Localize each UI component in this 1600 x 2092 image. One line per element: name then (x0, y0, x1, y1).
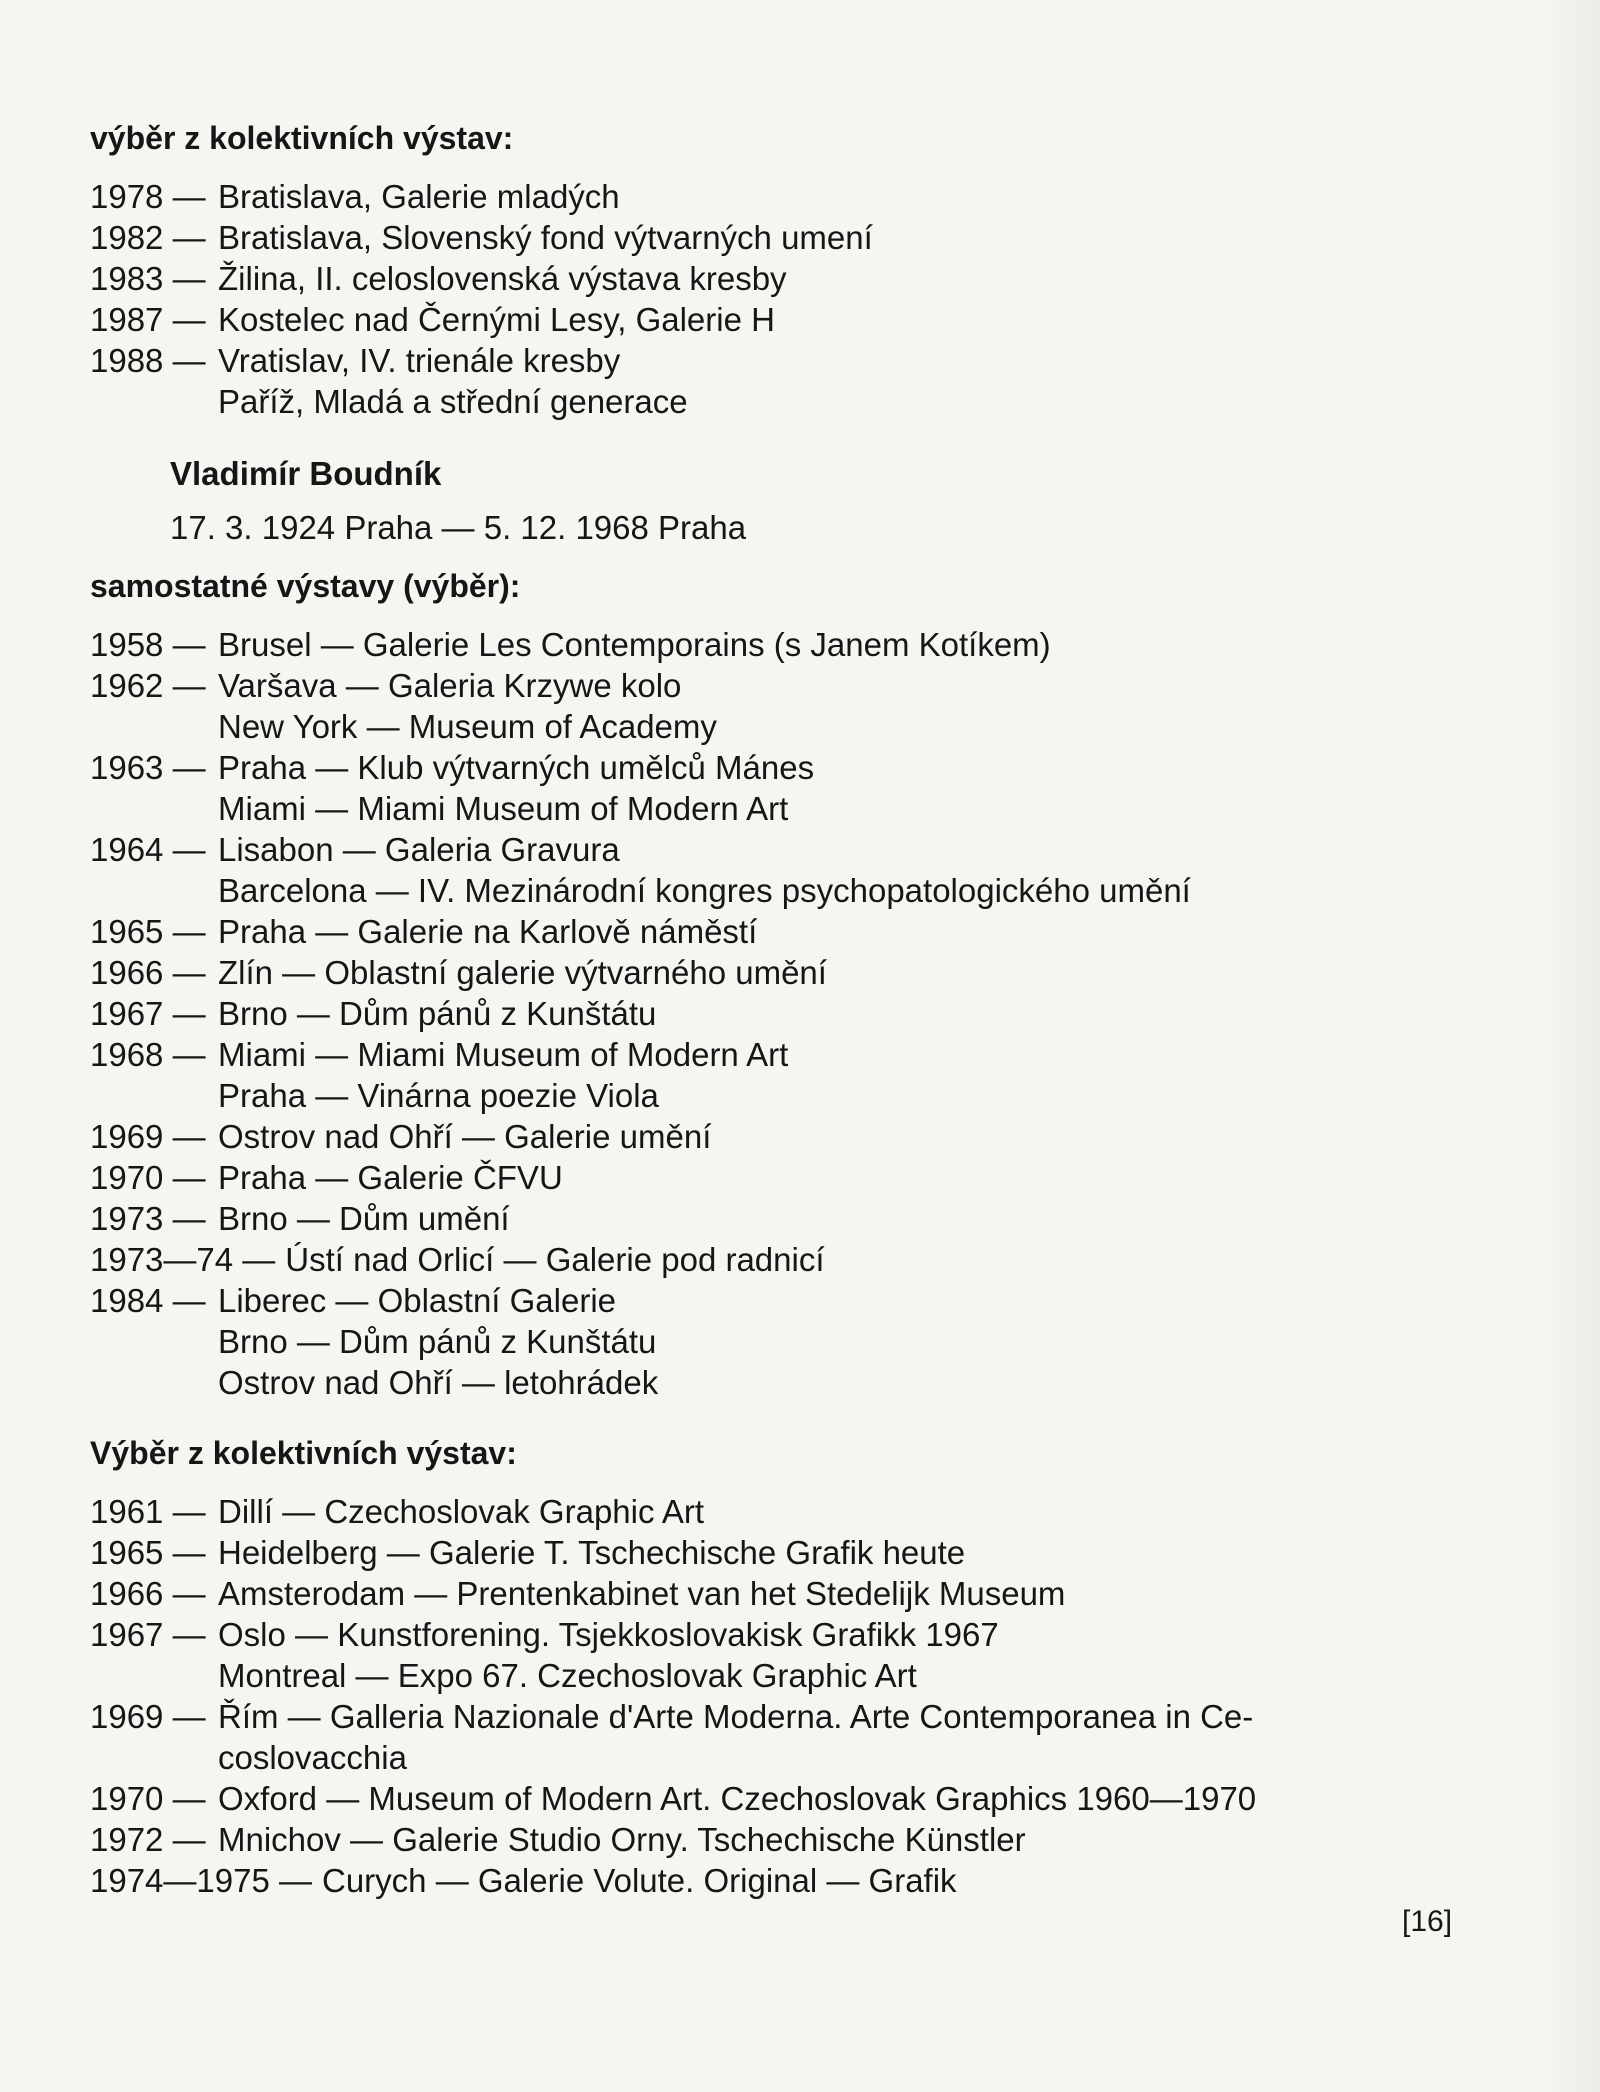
list-item (90, 1491, 1420, 1532)
section-heading: výběr z kolektivních výstav: (90, 120, 514, 156)
year: 1966 — (90, 1575, 206, 1612)
exhibition-text: Brno — Dům umění (218, 1200, 510, 1237)
exhibition-text: Oslo — Kunstforening. Tsjekkoslovakisk Grafikk 1967 (218, 1616, 999, 1653)
year: 1958 — (90, 626, 206, 663)
exhibition-text: Ostrov nad Ohří — Galerie umění (218, 1118, 712, 1155)
list-item (90, 665, 1420, 706)
list-item (90, 176, 1420, 217)
list-item (90, 1280, 1420, 1321)
list-item (90, 952, 1420, 993)
exhibition-text: Lisabon — Galeria Gravura (218, 831, 620, 868)
exhibition-text: Praha — Galerie ČFVU (218, 1159, 563, 1196)
year: 1967 — (90, 995, 206, 1032)
document-body (90, 118, 1420, 1901)
exhibition-text: Liberec — Oblastní Galerie (218, 1282, 617, 1319)
year: 1969 — (90, 1698, 206, 1735)
group-exhibitions-section-2 (90, 1433, 1420, 1901)
exhibition-text: Oxford — Museum of Modern Art. Czechoslovak Graphics 1960—1970 (218, 1780, 1257, 1817)
list-item (90, 1778, 1420, 1819)
year: 1969 — (90, 1118, 206, 1155)
exhibition-text: Curych — Galerie Volute. Original — Grafik (322, 1862, 957, 1899)
exhibition-text: Vratislav, IV. trienále kresby (218, 342, 621, 379)
exhibition-text: Praha — Klub výtvarných umělců Mánes (218, 749, 815, 786)
exhibition-text: Zlín — Oblastní galerie výtvarného umění (218, 954, 827, 991)
list-item (90, 1614, 1420, 1655)
list-item (90, 1696, 1420, 1737)
list-item (90, 1573, 1420, 1614)
year: 1987 — (90, 301, 206, 338)
solo-exhibitions-section (90, 566, 1420, 1403)
list-item (90, 829, 1420, 870)
year: 1965 — (90, 1534, 206, 1571)
exhibition-text: Brusel — Galerie Les Contemporains (s Janem Kotíkem) (218, 626, 1051, 663)
exhibition-text: Bratislava, Slovenský fond výtvarných umení (218, 219, 873, 256)
year: 1964 — (90, 831, 206, 868)
exhibition-text: Kostelec nad Černými Lesy, Galerie H (218, 301, 775, 338)
list-item (90, 1198, 1420, 1239)
list-item (90, 258, 1420, 299)
list-item (90, 911, 1420, 952)
exhibition-list (90, 176, 1420, 422)
exhibition-text: Varšava — Galeria Krzywe kolo (218, 667, 682, 704)
year: 1970 — (90, 1159, 206, 1196)
exhibition-text: Amsterodam — Prentenkabinet van het Stedelijk Museum (218, 1575, 1066, 1612)
exhibition-continuation: coslovacchia (218, 1739, 407, 1776)
list-item (90, 340, 1420, 381)
exhibition-text: Miami — Miami Museum of Modern Art (218, 1036, 789, 1073)
exhibition-continuation: Miami — Miami Museum of Modern Art (218, 790, 789, 827)
list-item (90, 993, 1420, 1034)
exhibition-text: Žilina, II. celoslovenská výstava kresby (218, 260, 787, 297)
year: 1968 — (90, 1036, 206, 1073)
year: 1978 — (90, 178, 206, 215)
exhibition-text: Mnichov — Galerie Studio Orny. Tschechische Künstler (218, 1821, 1026, 1858)
list-item (90, 299, 1420, 340)
exhibition-continuation: New York — Museum of Academy (218, 708, 717, 745)
list-item (90, 624, 1420, 665)
exhibition-continuation: Montreal — Expo 67. Czechoslovak Graphic Art (218, 1657, 917, 1694)
exhibition-text: Praha — Galerie na Karlově náměstí (218, 913, 758, 950)
year: 1965 — (90, 913, 206, 950)
exhibition-text: Heidelberg — Galerie T. Tschechische Grafik heute (218, 1534, 966, 1571)
list-item (90, 1819, 1420, 1860)
year: 1973 — (90, 1200, 206, 1237)
year: 1962 — (90, 667, 206, 704)
year: 1973—74 — (90, 1241, 276, 1278)
year: 1982 — (90, 219, 206, 256)
exhibition-continuation: Ostrov nad Ohří — letohrádek (218, 1364, 659, 1401)
page-number: [16] (1402, 1905, 1453, 1938)
exhibition-text: Bratislava, Galerie mladých (218, 178, 620, 215)
year: 1984 — (90, 1282, 206, 1319)
list-item (90, 1116, 1420, 1157)
year: 1988 — (90, 342, 206, 379)
exhibition-continuation: Praha — Vinárna poezie Viola (218, 1077, 659, 1114)
year: 1966 — (90, 954, 206, 991)
group-exhibitions-section (90, 118, 1420, 422)
exhibition-continuation: Brno — Dům pánů z Kunštátu (218, 1323, 657, 1360)
list-item (90, 1532, 1420, 1573)
list-item (90, 747, 1420, 788)
year: 1967 — (90, 1616, 206, 1653)
page-edge-shadow (1540, 0, 1600, 2092)
list-item (90, 1239, 1420, 1280)
section-heading: samostatné výstavy (výběr): (90, 568, 521, 604)
year: 1970 — (90, 1780, 206, 1817)
exhibition-text: Ústí nad Orlicí — Galerie pod radnicí (285, 1241, 825, 1278)
exhibition-text: Dillí — Czechoslovak Graphic Art (218, 1493, 704, 1530)
exhibition-list (90, 1491, 1420, 1901)
exhibition-list (90, 624, 1420, 1403)
year: 1974—1975 — (90, 1862, 312, 1899)
year: 1972 — (90, 1821, 206, 1858)
artist-name: Vladimír Boudník (170, 455, 442, 492)
list-item (90, 1157, 1420, 1198)
artist-life-dates: 17. 3. 1924 Praha — 5. 12. 1968 Praha (170, 509, 747, 546)
exhibition-text: Brno — Dům pánů z Kunštátu (218, 995, 657, 1032)
year: 1961 — (90, 1493, 206, 1530)
exhibition-continuation: Barcelona — IV. Mezinárodní kongres psychopatologického umění (218, 872, 1191, 909)
list-item (90, 1034, 1420, 1075)
list-item (90, 1860, 1420, 1901)
exhibition-text: Řím — Galleria Nazionale d'Arte Moderna. Arte Contemporanea in Ce- (218, 1698, 1254, 1735)
year: 1983 — (90, 260, 206, 297)
list-item (90, 217, 1420, 258)
exhibition-continuation: Paříž, Mladá a střední generace (218, 383, 688, 420)
year: 1963 — (90, 749, 206, 786)
section-heading: Výběr z kolektivních výstav: (90, 1435, 517, 1471)
